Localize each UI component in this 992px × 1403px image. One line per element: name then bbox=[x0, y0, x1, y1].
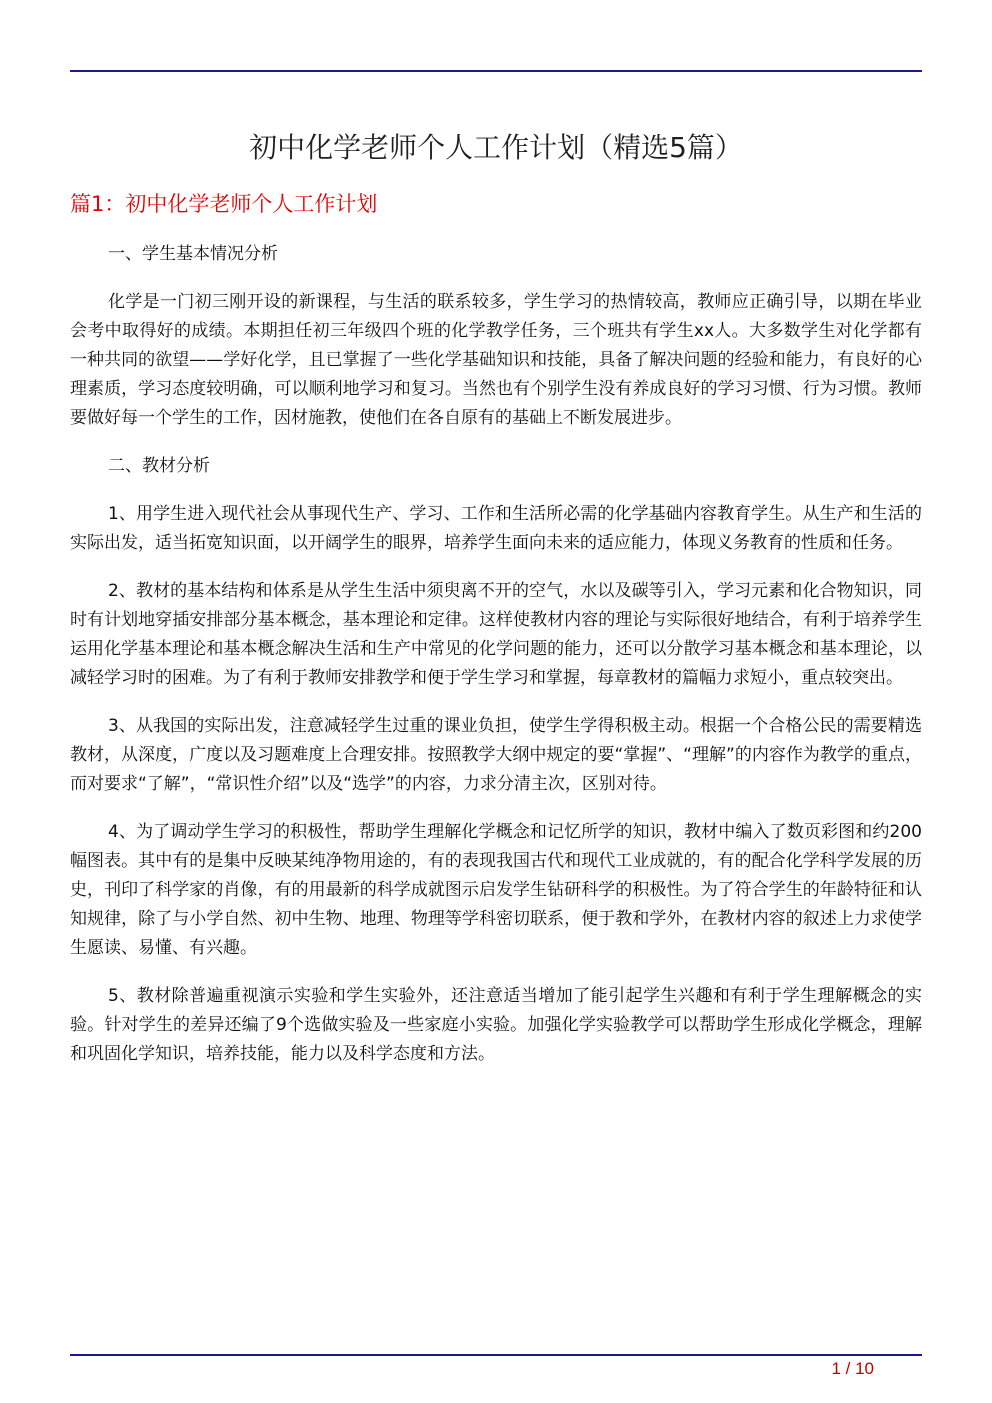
section-title: 篇1：初中化学老师个人工作计划 bbox=[70, 192, 378, 216]
subheading-student-analysis: 一、学生基本情况分析 bbox=[108, 244, 278, 264]
document-body bbox=[70, 240, 922, 1088]
page-number: 1 / 10 bbox=[831, 1359, 874, 1378]
paragraph-textbook-point-3: 3、从我国的实际出发，注意减轻学生过重的课业负担，使学生学得积极主动。根据一个合格公民的需要精选教材，从深度，广度以及习题难度上合理安排。按照教学大纲中规定的要“掌握”、“理解”的内容作为教学的重点，而对要求“了解”，“常识性介绍”以及“选学”的内容，力求分清主次，区别对待。 bbox=[70, 716, 922, 794]
subheading-textbook-analysis: 二、教材分析 bbox=[108, 456, 210, 476]
paragraph-student-analysis: 化学是一门初三刚开设的新课程，与生活的联系较多，学生学习的热情较高，教师应正确引导，以期在毕业会考中取得好的成绩。本期担任初三年级四个班的化学教学任务，三个班共有学生xx人。大多数学生对化学都有一种共同的欲望——学好化学，且已掌握了一些化学基础知识和技能，具备了解决问题的经验和能力，有良好的心理素质，学习态度较明确，可以顺利地学习和复习。当然也有个别学生没有养成良好的学习习惯、行为习惯。教师要做好每一个学生的工作，因材施教，使他们在各自原有的基础上不断发展进步。 bbox=[70, 292, 922, 428]
paragraph-textbook-point-4: 4、为了调动学生学习的积极性，帮助学生理解化学概念和记忆所学的知识，教材中编入了数页彩图和约200幅图表。其中有的是集中反映某纯净物用途的，有的表现我国古代和现代工业成就的，有的配合化学科学发展的历史，刊印了科学家的肖像，有的用最新的科学成就图示启发学生钻研科学的积极性。为了符合学生的年龄特征和认知规律，除了与小学自然、初中生物、地理、物理等学科密切联系，便于教和学外，在教材内容的叙述上力求使学生愿读、易懂、有兴趣。 bbox=[70, 822, 922, 958]
document-title: 初中化学老师个人工作计划（精选5篇） bbox=[249, 131, 743, 164]
header-rule bbox=[70, 70, 922, 72]
footer-rule bbox=[70, 1354, 922, 1356]
paragraph-textbook-point-5: 5、教材除普遍重视演示实验和学生实验外，还注意适当增加了能引起学生兴趣和有利于学生理解概念的实验。针对学生的差异还编了9个选做实验及一些家庭小实验。加强化学实验教学可以帮助学生形成化学概念，理解和巩固化学知识，培养技能，能力以及科学态度和方法。 bbox=[70, 986, 922, 1064]
paragraph-textbook-point-1: 1、用学生进入现代社会从事现代生产、学习、工作和生活所必需的化学基础内容教育学生。从生产和生活的实际出发，适当拓宽知识面，以开阔学生的眼界，培养学生面向未来的适应能力，体现义务教育的性质和任务。 bbox=[70, 504, 922, 553]
paragraph-textbook-point-2: 2、教材的基本结构和体系是从学生生活中须臾离不开的空气，水以及碳等引入，学习元素和化合物知识，同时有计划地穿插安排部分基本概念，基本理论和定律。这样使教材内容的理论与实际很好地结合，有利于培养学生运用化学基本理论和基本概念解决生活和生产中常见的化学问题的能力，还可以分散学习基本概念和基本理论，以减轻学习时的困难。为了有利于教师安排教学和便于学生学习和掌握，每章教材的篇幅力求短小，重点较突出。 bbox=[70, 581, 922, 688]
